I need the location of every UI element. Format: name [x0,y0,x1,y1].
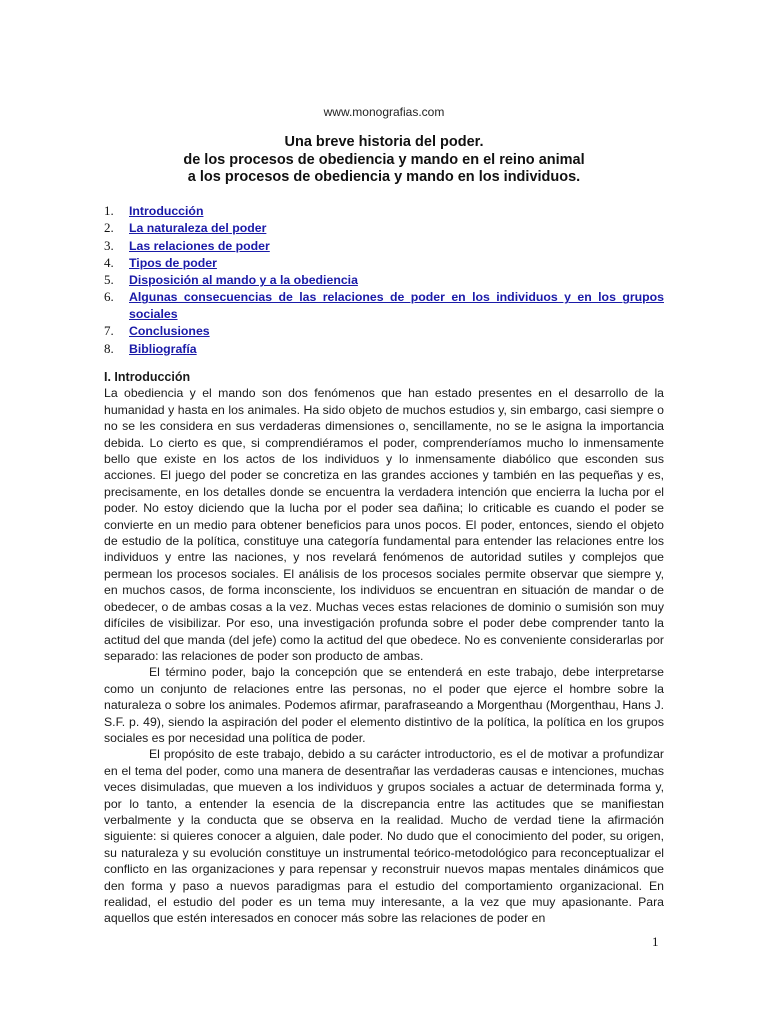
table-of-contents [104,203,664,358]
toc-item-bibliografia [104,341,664,358]
toc-link-consecuencias[interactable]: Algunas consecuencias de las relaciones de poder en los individuos y en los grupos sociales [129,290,664,321]
title-line-1: Una breve historia del poder. [284,134,484,150]
toc-number: 7. [104,323,114,339]
toc-link-bibliografia[interactable]: Bibliografía [129,341,197,356]
toc-link-introduccion[interactable]: Introducción [129,204,204,218]
page-number: 1 [652,934,659,949]
toc-number: 2. [104,220,114,236]
toc-link-relaciones[interactable]: Las relaciones de poder [129,238,270,253]
toc-number: 6. [104,289,114,305]
title-line-2: de los procesos de obediencia y mando en el reino animal [183,151,585,168]
toc-item-tipos [104,255,664,272]
document-title [0,134,768,187]
body-paragraph-3: El propósito de este trabajo, debido a su carácter introductorio, es el de motivar a profundizar en el tema del poder, como una manera de desentrañar las verdaderas causas e intenciones, muchas veces disimuladas, que mueven a los individuos y grupos sociales a actuar de determinada forma y, por lo tanto, a entender la esencia de la discrepancia entre las actitudes que se manifiestan verbalmente y la conducta que se observa en la realidad. Mucho de verdad tiene la afirmación siguiente: si quieres conocer a alguien, dale poder. No dudo que el conocimiento del poder, su origen, su naturaleza y su evolución constituye un instrumental teórico-metodológico para reconceptualizar el conflicto en las organizaciones y para repensar y reconstruir nuevos mapas mentales dinámicos que den forma y paso a nuevos paradigmas para el estudio del comportamiento organizacional. En realidad, el estudio del poder es un tema muy interesante, a la vez que muy apasionante. Para aquellos que estén interesados en conocer más sobre las relaciones de poder en [104,747,664,926]
toc-link-naturaleza[interactable]: La naturaleza del poder [129,221,267,236]
site-url: www.monografias.com [323,105,445,119]
toc-item-conclusiones [104,323,664,340]
toc-link-tipos[interactable]: Tipos de poder [129,255,217,270]
toc-item-relaciones [104,238,664,255]
toc-item-disposicion [104,272,664,289]
body-paragraph-1: La obediencia y el mando son dos fenómenos que han estado presentes en el desarrollo de la humanidad y hasta en los animales. Ha sido objeto de muchos estudios y, sin embargo, casi siempre o no se les considera en sus verdaderas dimensiones o, sencillamente, no se le asigna la importancia debida. Lo cierto es que, si comprendiéramos el poder, comprenderíamos mucho lo inmensamente bello que existe en los actos de los individuos y lo inmensamente diabólico que esconden sus acciones. El juego del poder se concretiza en las grandes acciones y también en las pequeñas y es, precisamente, en los detalles donde se encuentra la verdadera intención que encierra la lucha por el poder. No estoy diciendo que la lucha por el poder sea dañina; lo criticable es cuando el poder se convierte en un medio para obtener beneficios para unos pocos. El poder, entonces, siendo el objeto de estudio de la política, constituye una categoría fundamental para entender las relaciones entre los individuos y entre las naciones, y nos revelará fenómenos de autoridad sutiles y complejos que permean los procesos sociales. El análisis de los procesos sociales permite observar que siempre y, en muchos casos, de forma inconsciente, los individuos se encuentran en situación de mandar o de obedecer, o de ambas cosas a la vez. Muchas veces estas relaciones de dominio o sumisión son muy difíciles de visibilizar. Por eso, una investigación profunda sobre el poder debe comprender tanto la actitud del que manda (del jefe) como la actitud del que obedece. No es conveniente considerarlas por separado: las relaciones de poder son producto de ambas. [104,386,664,663]
section-heading: I. Introducción [104,370,191,384]
toc-number: 8. [104,340,114,356]
body-paragraph-2: El término poder, bajo la concepción que se entenderá en este trabajo, debe interpretarse como un conjunto de relaciones entre las personas, no el poder que ejerce el hombre sobre la naturaleza o sobre los animales. Podemos afirmar, parafraseando a Morgenthau (Morgenthau, Hans J. S.F. p. 49), siendo la aspiración del poder el elemento distintivo de la política, la política en los grupos sociales es por necesidad una política de poder. [104,665,664,745]
toc-number: 1. [104,203,114,218]
toc-item-naturaleza [104,220,664,237]
toc-link-conclusiones[interactable]: Conclusiones [129,324,210,339]
main-body [104,369,664,927]
toc-number: 4. [104,254,114,270]
toc-number: 3. [104,237,114,253]
toc-number: 5. [104,272,114,288]
title-line-3: a los procesos de obediencia y mando en los individuos. [187,169,581,185]
toc-item-introduccion [104,203,664,220]
toc-link-disposicion[interactable]: Disposición al mando y a la obediencia [129,273,358,288]
toc-item-consecuencias [104,289,664,322]
